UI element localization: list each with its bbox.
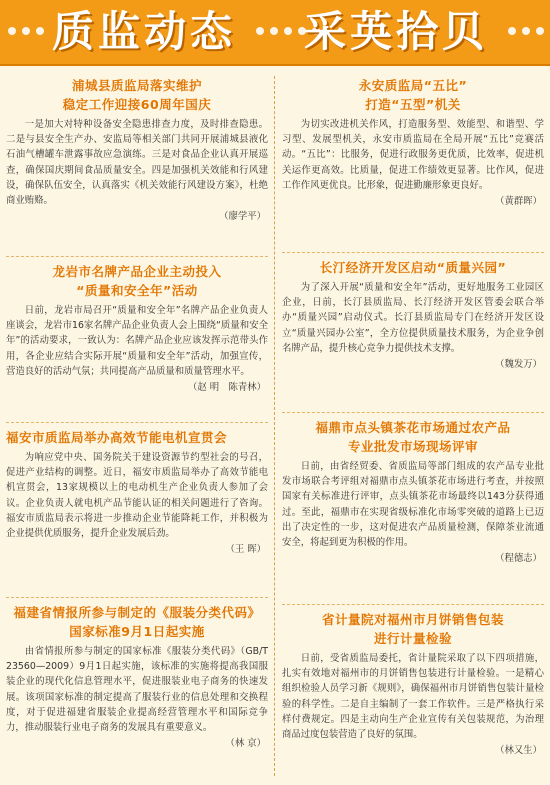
decorative-dots	[8, 22, 44, 40]
article-body: 为响应党中央、国务院关于建设资源节约型社会的号召，促进产业结构的调整。近日，福安市质监局举办了高效节能电机宣贯会，13家规模以上的电动机生产企业负责人参加了会议。企业负责人就电机产品节能认证的相关问题进行了咨询。福安市质监局表示将进一步推动企业节能降耗工作，并积极为企业提供优质服务，提升企业发展后劲。	[6, 452, 268, 540]
article-body: 由省情报所参与制定的国家标准《服装分类代码》（GB/T 23560—2009）9月1日起实施，该标准的实施将提高我国服装企业的现代化信息管理水平，促进服装业电子商务的快速发展。该项国家标准的制定提高了服装行业的信息处理和交换程度，对于促进福建省服装企业提高经营管理水平和国际竞争力，推动服装行业电子商务的发展具有重要意义。	[6, 646, 268, 734]
headline-line: 福建省情报所参与制定的《服装分类代码》	[13, 605, 261, 620]
headline-line: 福安市质监局举办高效节能电机宣贯会	[6, 430, 228, 445]
article	[282, 76, 544, 209]
article-separator	[282, 252, 544, 253]
header-banner	[0, 0, 550, 66]
article-body: 日前，由省经贸委、省质监局等部门组成的农产品专业批发市场联合考评组对福鼎市点头镇茶花市场进行考查，并按照国家有关标准进行评审，点头镇茶花市场最终以143分获得通过。至此，福鼎市在实现省级标准化市场零突破的道路上已迈出了决定性的一步，这对促进农产品质量检测，保障茶业流通安全，将起到更为积极的作用。	[282, 461, 544, 549]
headline-line: 福鼎市点头镇茶花市场通过农产品	[315, 420, 511, 435]
article-author: （林又生）	[495, 745, 542, 757]
article-body: 日前，龙岩市局召开“质量和安全年”名牌产品企业负责人座谈会，龙岩市16家名牌产品企业负责人会上围绕“质量和安全年”的活动要求，一致认为：名牌产品企业应该发挥示范带头作用，各企业应结合实际开展“质量和安全年”活动，加强宣传，营造良好的活动气氛；共同提高产品质量和质量管理水平。	[6, 305, 268, 377]
article	[282, 258, 544, 372]
article-headline	[6, 76, 268, 114]
article-author: （程德志）	[495, 553, 542, 565]
headline-line: 专业批发市场现场评审	[347, 439, 478, 454]
article-headline	[282, 258, 544, 277]
article-headline	[282, 76, 544, 114]
article	[282, 610, 544, 758]
article-headline	[6, 428, 268, 447]
article	[6, 603, 268, 751]
article-headline	[6, 262, 268, 300]
article-separator	[282, 412, 544, 413]
column-divider	[274, 76, 275, 776]
decorative-dots	[508, 22, 544, 40]
section-title-left: 质监动态	[52, 7, 237, 56]
article-author: （黄群晖）	[495, 196, 542, 208]
article	[6, 262, 268, 395]
article-author: （魏发万）	[495, 359, 542, 371]
headline-line: “质量和安全年”活动	[76, 283, 198, 298]
article-separator	[6, 597, 268, 598]
headline-line: 永安质监局“五比”	[358, 78, 468, 93]
headline-line: 进行计量检验	[373, 631, 452, 646]
article-author: （林 京）	[225, 738, 266, 750]
article-headline	[282, 610, 544, 648]
article-headline	[282, 418, 544, 456]
article	[282, 418, 544, 566]
article-separator	[282, 604, 544, 605]
article-headline	[6, 603, 268, 641]
article-body: 为了深入开展“质量和安全年”活动，更好地服务工业园区企业，日前，长汀县质监局、长汀经济开发区管委会联合举办“质量兴园”启动仪式。长汀县质监局专门在经济开发区设立“质量兴园办公室”，全方位提供质量技术服务，为企业争创名牌产品，提升核心竞争力提供技术支撑。	[282, 282, 544, 354]
headline-line: 省计量院对福州市月饼销售包装	[321, 612, 504, 627]
article-body: 日前，受省质监局委托，省计量院采取了以下四项措施，扎实有效地对福州市的月饼销售包装进行计量检验。一是精心组织检验人员学习新《规则》，确保福州市月饼销售包装计量检验的科学性。二是自主编制了一套工作软件。三是严格执行采样付费规定。四是主动向生产企业宣传有关包装规范，为治理商品过度包装营造了良好的氛围。	[282, 653, 544, 741]
headline-line: 龙岩市名牌产品企业主动投入	[52, 264, 222, 279]
article	[6, 76, 268, 224]
article-separator	[6, 422, 268, 423]
article-author: （赵 明 陈青林）	[188, 382, 266, 394]
article-body: 为切实改进机关作风，打造服务型、效能型、和谐型、学习型、发展型机关，永安市质监局在全局开展“五比”竞赛活动。“五比”：比服务，促进行政服务更优质，比效率，促进机关运作更高效。比质量，促进工作绩效更显著。比作风，促进工作作风更优良。比形象，促进勤廉形象更良好。	[282, 119, 544, 191]
headline-line: 打造“五型”机关	[365, 97, 461, 112]
article-body: 一是加大对特种设备安全隐患排查力度，及时排查隐患。二是与县安全生产办、安监局等相关部门共同开展浦城县液化石油气槽罐车泄露事故应急演练。三是对食品企业认真开展巡查，确保国庆期间食品质量安全。四是加强机关效能和行风建设，确保队伍安全，认真落实《机关效能行风建设方案》，杜绝商业贿赂。	[6, 119, 268, 207]
headline-line: 稳定工作迎接60周年国庆	[62, 97, 212, 112]
article	[6, 428, 268, 557]
headline-line: 长汀经济开发区启动“质量兴园”	[319, 260, 507, 275]
section-title-right: 采英拾贝	[304, 7, 489, 56]
article-author: （王 晖）	[225, 544, 266, 556]
article-author: （廖学平）	[219, 211, 266, 223]
headline-line: 浦城县质监局落实维护	[71, 78, 202, 93]
headline-line: 国家标准9月1日起实施	[69, 624, 205, 639]
article-separator	[6, 256, 268, 257]
